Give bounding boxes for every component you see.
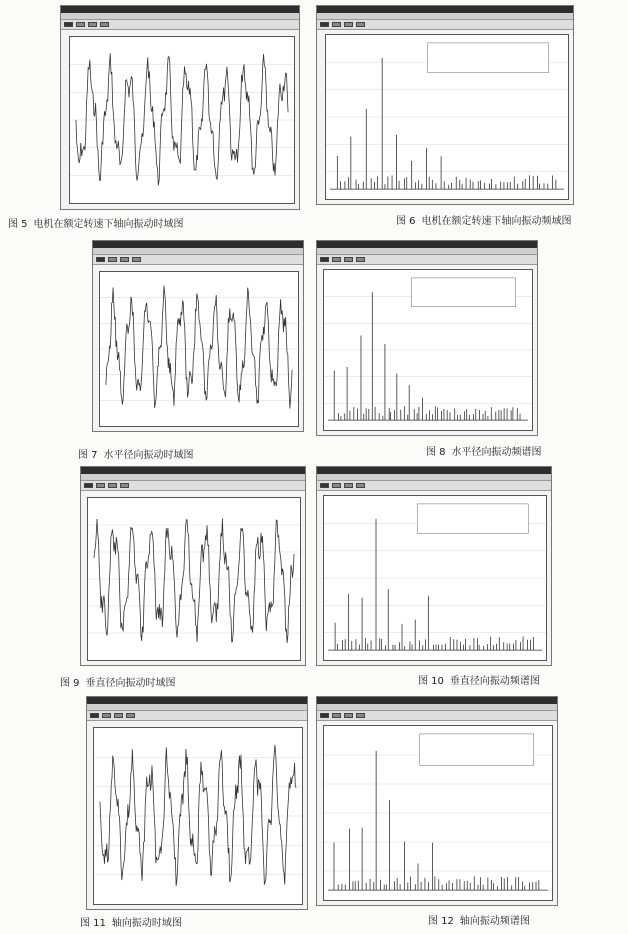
- window-titlebar: [81, 467, 305, 474]
- figure-7-screenshot: [92, 240, 304, 432]
- figure-12-caption: [428, 912, 530, 927]
- window-menubar: [317, 13, 573, 20]
- window-menubar: [87, 704, 307, 711]
- time-domain-plot: [87, 497, 301, 661]
- window-menubar: [93, 248, 303, 255]
- figure-7-caption: [78, 446, 194, 461]
- waveform-trace: [76, 53, 288, 185]
- window-menubar: [317, 248, 537, 255]
- window-toolbar: [317, 711, 557, 721]
- window-toolbar: [87, 711, 307, 721]
- caption-text: 轴向振动时域图: [111, 918, 182, 929]
- figure-number: 图 9: [60, 678, 80, 689]
- window-toolbar: [317, 20, 573, 30]
- window-menubar: [81, 474, 305, 481]
- figure-number: 图 8: [426, 447, 446, 458]
- window-titlebar: [317, 697, 557, 704]
- window-menubar: [317, 474, 551, 481]
- figure-number: 图 6: [396, 216, 416, 227]
- spectrum-plot: [323, 269, 533, 431]
- time-domain-plot: [93, 727, 303, 905]
- waveform-trace: [100, 745, 296, 886]
- figure-10-caption: [418, 672, 540, 687]
- window-toolbar: [61, 20, 299, 30]
- figure-12-screenshot: [316, 696, 558, 906]
- figure-number: 图 11: [80, 918, 106, 929]
- figure-9-caption: [60, 674, 176, 689]
- spectrum-plot: [323, 725, 553, 901]
- time-domain-plot: [69, 36, 295, 204]
- figure-number: 图 5: [8, 219, 28, 230]
- peak-readout-box: [417, 504, 528, 534]
- time-domain-plot: [99, 271, 299, 427]
- figure-8-screenshot: [316, 240, 538, 436]
- window-titlebar: [317, 241, 537, 248]
- figure-8-caption: [426, 443, 542, 458]
- peak-readout-box: [428, 43, 549, 73]
- figure-number: 图 12: [428, 916, 454, 927]
- figure-11-screenshot: [86, 696, 308, 910]
- caption-text: 水平径向振动频谱图: [451, 447, 542, 458]
- peak-readout-box: [411, 278, 515, 307]
- spectrum-plot: [323, 495, 547, 661]
- spectrum-plot: [325, 34, 569, 200]
- figure-6-caption: [396, 212, 572, 227]
- window-menubar: [317, 704, 557, 711]
- caption-text: 水平径向振动时域图: [103, 450, 194, 461]
- window-toolbar: [81, 481, 305, 491]
- window-titlebar: [93, 241, 303, 248]
- figure-number: 图 7: [78, 450, 98, 461]
- window-titlebar: [317, 6, 573, 13]
- figure-10-screenshot: [316, 466, 552, 666]
- window-toolbar: [317, 481, 551, 491]
- window-titlebar: [61, 6, 299, 13]
- waveform-trace: [106, 286, 292, 409]
- figure-number: 图 10: [418, 676, 444, 687]
- caption-text: 轴向振动频谱图: [459, 916, 530, 927]
- caption-text: 电机在额定转速下轴向振动频域图: [421, 216, 572, 227]
- peak-readout-box: [420, 734, 534, 765]
- caption-text: 电机在额定转速下轴向振动时域图: [33, 219, 184, 230]
- window-titlebar: [317, 467, 551, 474]
- window-toolbar: [317, 255, 537, 265]
- figure-5-screenshot: [60, 5, 300, 210]
- figure-5-caption: [8, 215, 184, 230]
- window-menubar: [61, 13, 299, 20]
- figure-6-screenshot: [316, 5, 574, 205]
- caption-text: 垂直径向振动频谱图: [449, 676, 540, 687]
- window-titlebar: [87, 697, 307, 704]
- figure-9-screenshot: [80, 466, 306, 666]
- caption-text: 垂直径向振动时域图: [85, 678, 176, 689]
- window-toolbar: [93, 255, 303, 265]
- waveform-trace: [94, 518, 294, 642]
- figure-11-caption: [80, 914, 182, 929]
